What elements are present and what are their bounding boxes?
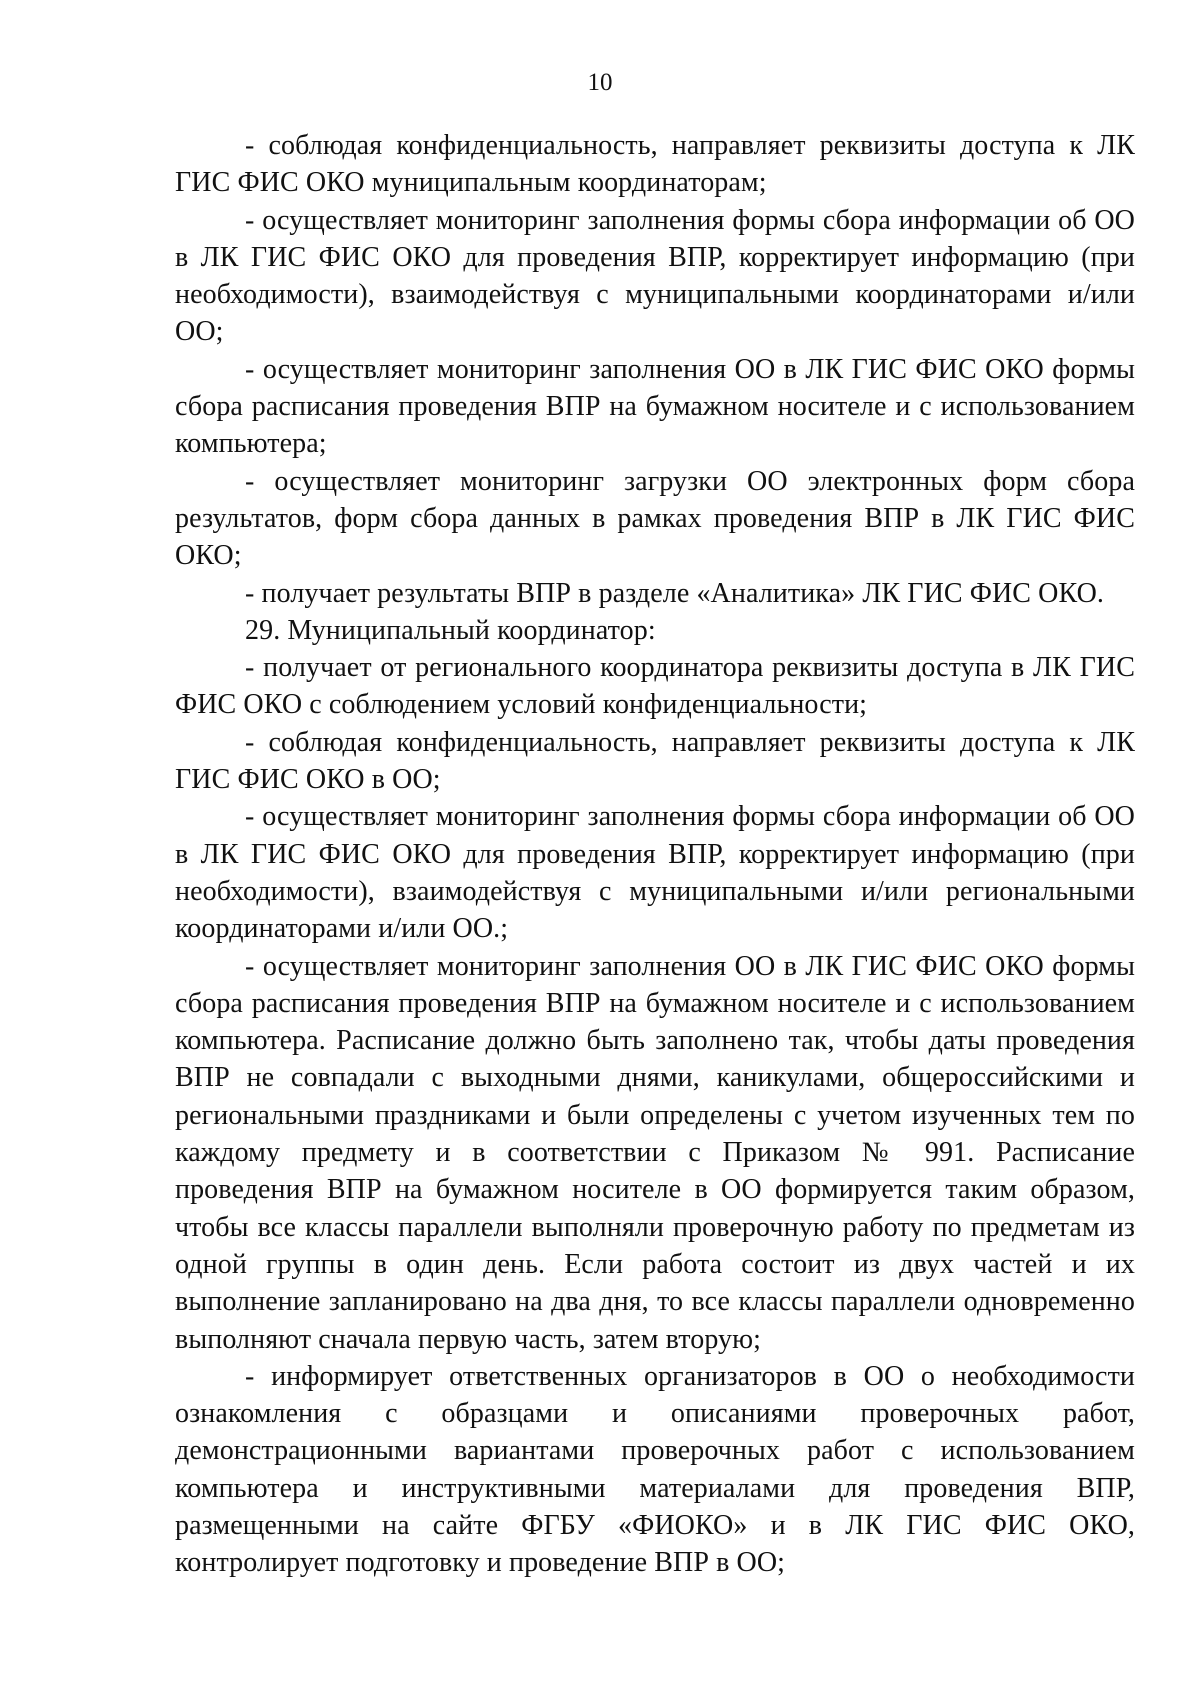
paragraph-3: - осуществляет мониторинг заполнения ОО в ЛК ГИС ФИС ОКО формы сбора расписания проведения ВПР на бумажном носителе и с использованием компьютера; xyxy=(175,353,1135,460)
page-number: 10 xyxy=(587,69,613,96)
paragraph-8: - осуществляет мониторинг заполнения формы сбора информации об ОО в ЛК ГИС ФИС ОКО для проведения ВПР, корректирует информацию (при необходимости), взаимодействуя с муниципальными и/или региональными координаторами и/или ОО.; xyxy=(175,801,1135,945)
paragraph-6: - получает от регионального координатора реквизиты доступа в ЛК ГИС ФИС ОКО с соблюдением условий конфиденциальности; xyxy=(175,652,1135,721)
document-body xyxy=(175,127,1135,1582)
section-heading-29: 29. Муниципальный координатор: xyxy=(245,614,656,646)
paragraph-2: - осуществляет мониторинг заполнения формы сбора информации об ОО в ЛК ГИС ФИС ОКО для проведения ВПР, корректирует информацию (при необходимости), взаимодействуя с муниципальными координаторами и/или ОО; xyxy=(175,204,1135,348)
paragraph-7: - соблюдая конфиденциальность, направляет реквизиты доступа к ЛК ГИС ФИС ОКО в ОО; xyxy=(175,726,1135,796)
paragraph-9: - осуществляет мониторинг заполнения ОО в ЛК ГИС ФИС ОКО формы сбора расписания проведения ВПР на бумажном носителе и с использованием компьютера. Расписание должно быть заполнено так, чтобы даты проведения ВПР не совпадали с выходными днями, каникулами, общероссийскими и региональными праздниками и были определены с учетом изученных тем по каждому предмету и в соответствии с Приказом № 991. Расписание проведения ВПР на бумажном носителе в ОО формируется таким образом, чтобы все классы параллели выполняли проверочную работу по предметам из одной группы в один день. Если работа состоит из двух частей и их выполнение запланировано на два дня, то все классы параллели одновременно выполняют сначала первую часть, затем вторую; xyxy=(175,950,1135,1355)
paragraph-5: - получает результаты ВПР в разделе «Аналитика» ЛК ГИС ФИС ОКО. xyxy=(245,577,1105,609)
paragraph-1: - соблюдая конфиденциальность, направляет реквизиты доступа к ЛК ГИС ФИС ОКО муниципальным координаторам; xyxy=(175,130,1135,199)
paragraph-4: - осуществляет мониторинг загрузки ОО электронных форм сбора результатов, форм сбора данных в рамках проведения ВПР в ЛК ГИС ФИС ОКО; xyxy=(175,465,1135,572)
paragraph-10: - информирует ответственных организаторов в ОО о необходимости ознакомления с образцами и описаниями проверочных работ, демонстрационными вариантами проверочных работ с использованием компьютера и инструктивными материалами для проведения ВПР, размещенными на сайте ФГБУ «ФИОКО» и в ЛК ГИС ФИС ОКО, контролирует подготовку и проведение ВПР в ОО; xyxy=(175,1360,1135,1579)
